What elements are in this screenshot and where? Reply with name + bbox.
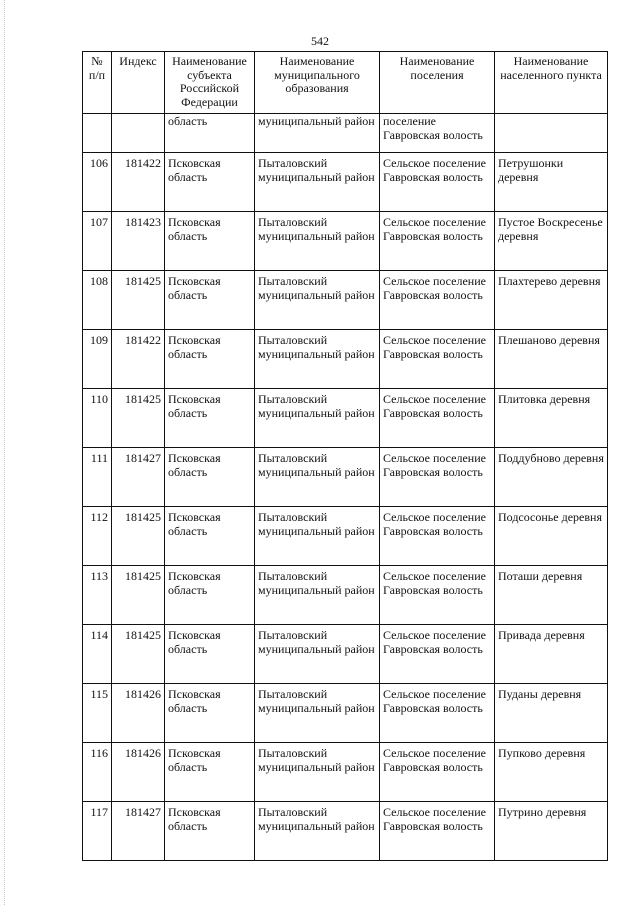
header-index: Индекс	[112, 52, 165, 114]
cell-num: 113	[83, 566, 112, 625]
cell-municipality: муниципальный район	[255, 114, 380, 153]
cell-num: 116	[83, 743, 112, 802]
cell-num: 108	[83, 271, 112, 330]
page-number: 542	[311, 34, 329, 48]
cell-locality: Петрушонки деревня	[495, 153, 608, 212]
cell-index: 181423	[112, 212, 165, 271]
table-row	[83, 271, 608, 330]
table-row	[83, 153, 608, 212]
cell-subject: Псковская область	[165, 507, 255, 566]
cell-locality: Плахтерево деревня	[495, 271, 608, 330]
cell-settlement: Сельское поселение Гавровская волость	[380, 330, 495, 389]
cell-settlement: Сельское поселение Гавровская волость	[380, 507, 495, 566]
cell-subject: Псковская область	[165, 389, 255, 448]
cell-subject: Псковская область	[165, 802, 255, 861]
cell-locality: Поддубново деревня	[495, 448, 608, 507]
cell-subject: область	[165, 114, 255, 153]
table-row	[83, 507, 608, 566]
cell-settlement: Сельское поселение Гавровская волость	[380, 271, 495, 330]
cell-settlement: Сельское поселение Гавровская волость	[380, 684, 495, 743]
cell-index: 181427	[112, 448, 165, 507]
cell-municipality: Пыталовский муниципальный район	[255, 684, 380, 743]
header-locality: Наименование населенного пункта	[495, 52, 608, 114]
table-row	[83, 743, 608, 802]
cell-index: 181425	[112, 625, 165, 684]
table-header-row	[83, 52, 608, 114]
cell-settlement: Сельское поселение Гавровская волость	[380, 153, 495, 212]
cell-index: 181426	[112, 743, 165, 802]
cell-settlement: Сельское поселение Гавровская волость	[380, 212, 495, 271]
header-subject: Наименование субъекта Российской Федерации	[165, 52, 255, 114]
cell-subject: Псковская область	[165, 212, 255, 271]
cell-index: 181425	[112, 271, 165, 330]
cell-municipality: Пыталовский муниципальный район	[255, 743, 380, 802]
cell-index: 181426	[112, 684, 165, 743]
table-row	[83, 566, 608, 625]
table-row	[83, 625, 608, 684]
cell-num: 117	[83, 802, 112, 861]
cell-subject: Псковская область	[165, 448, 255, 507]
cell-municipality: Пыталовский муниципальный район	[255, 625, 380, 684]
cell-locality: Плешаново деревня	[495, 330, 608, 389]
cell-subject: Псковская область	[165, 684, 255, 743]
cell-num: 106	[83, 153, 112, 212]
cell-num: 109	[83, 330, 112, 389]
cell-index: 181425	[112, 566, 165, 625]
cell-index: 181422	[112, 330, 165, 389]
cell-index: 181425	[112, 389, 165, 448]
cell-settlement: Сельское поселение Гавровская волость	[380, 625, 495, 684]
cell-subject: Псковская область	[165, 330, 255, 389]
cell-settlement: Сельское поселение Гавровская волость	[380, 389, 495, 448]
cell-locality: Подсосонье деревня	[495, 507, 608, 566]
cell-settlement: поселение Гавровская волость	[380, 114, 495, 153]
table-row	[83, 212, 608, 271]
cell-settlement: Сельское поселение Гавровская волость	[380, 566, 495, 625]
cell-municipality: Пыталовский муниципальный район	[255, 566, 380, 625]
cell-municipality: Пыталовский муниципальный район	[255, 448, 380, 507]
cell-subject: Псковская область	[165, 625, 255, 684]
cell-municipality: Пыталовский муниципальный район	[255, 802, 380, 861]
cell-municipality: Пыталовский муниципальный район	[255, 153, 380, 212]
cell-num: 114	[83, 625, 112, 684]
cell-locality: Пупково деревня	[495, 743, 608, 802]
cell-index	[112, 114, 165, 153]
cell-municipality: Пыталовский муниципальный район	[255, 330, 380, 389]
cell-subject: Псковская область	[165, 271, 255, 330]
cell-num	[83, 114, 112, 153]
cell-index: 181422	[112, 153, 165, 212]
cell-index: 181425	[112, 507, 165, 566]
cell-locality: Привада деревня	[495, 625, 608, 684]
cell-municipality: Пыталовский муниципальный район	[255, 389, 380, 448]
cell-num: 107	[83, 212, 112, 271]
cell-locality: Пуданы деревня	[495, 684, 608, 743]
cell-locality: Путрино деревня	[495, 802, 608, 861]
cell-num: 112	[83, 507, 112, 566]
header-num: № п/п	[83, 52, 112, 114]
cell-subject: Псковская область	[165, 153, 255, 212]
table-row-continuation	[83, 114, 608, 153]
cell-num: 115	[83, 684, 112, 743]
cell-subject: Псковская область	[165, 566, 255, 625]
cell-municipality: Пыталовский муниципальный район	[255, 271, 380, 330]
table-row	[83, 802, 608, 861]
cell-subject: Псковская область	[165, 743, 255, 802]
scan-edge	[4, 0, 6, 905]
cell-num: 110	[83, 389, 112, 448]
cell-locality: Поташи деревня	[495, 566, 608, 625]
cell-settlement: Сельское поселение Гавровская волость	[380, 802, 495, 861]
table-row	[83, 389, 608, 448]
cell-municipality: Пыталовский муниципальный район	[255, 212, 380, 271]
table-row	[83, 330, 608, 389]
localities-table	[82, 51, 608, 861]
table-row	[83, 684, 608, 743]
cell-num: 111	[83, 448, 112, 507]
cell-locality	[495, 114, 608, 153]
cell-settlement: Сельское поселение Гавровская волость	[380, 448, 495, 507]
table-row	[83, 448, 608, 507]
cell-locality: Плитовка деревня	[495, 389, 608, 448]
cell-locality: Пустое Воскресенье деревня	[495, 212, 608, 271]
cell-index: 181427	[112, 802, 165, 861]
header-settlement: Наименование поселения	[380, 52, 495, 114]
cell-municipality: Пыталовский муниципальный район	[255, 507, 380, 566]
cell-settlement: Сельское поселение Гавровская волость	[380, 743, 495, 802]
header-municipality: Наименование муниципального образования	[255, 52, 380, 114]
